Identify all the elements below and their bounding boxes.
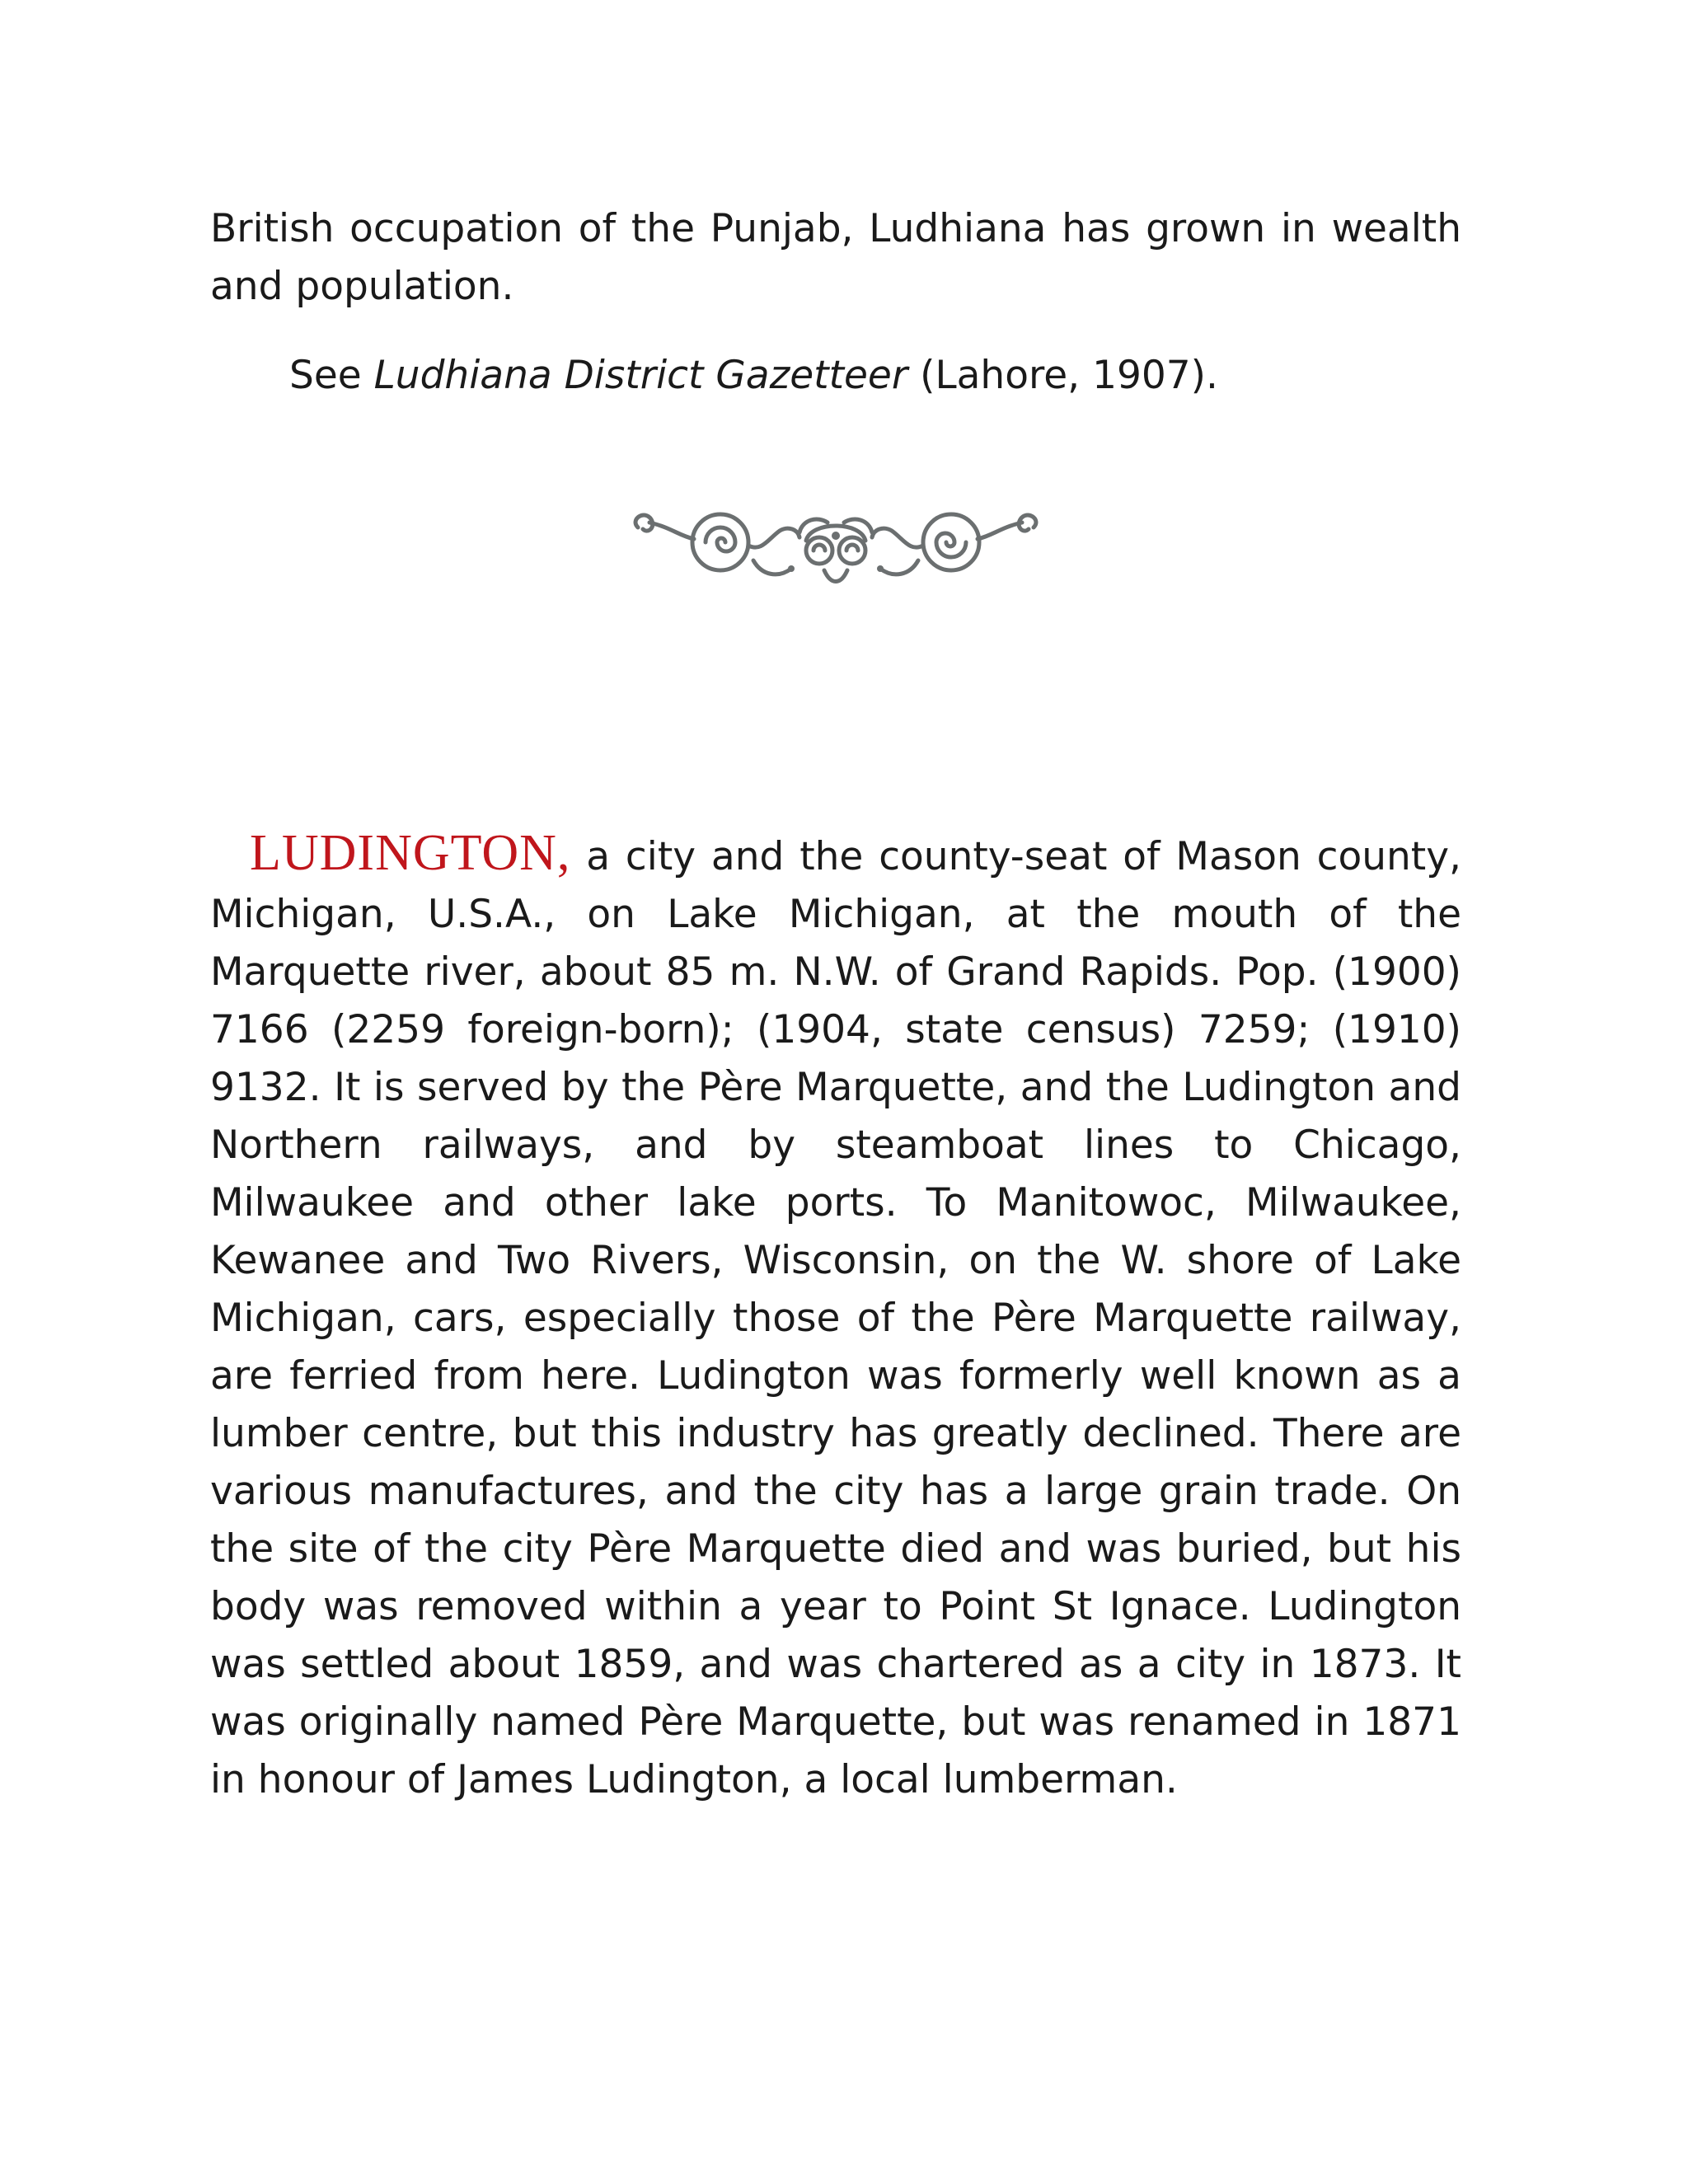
entry-body: a city and the county-seat of Mason county, Michigan, U.S.A., on Lake Michigan, at the mouth of the Marquette river, about 85 m. N.W. of Grand Rapids. Pop. (1900) 7166 (2259 foreign-born); (1904, state census) 7259; (1910) 9132. It is served by the Père Marquette, and the Ludington and Northern railways, and by steamboat lines to Chicago, Milwaukee and other lake ports. To Manitowoc, Milwaukee, Kewanee and Two Rivers, Wisconsin, on the W. shore of Lake Michigan, cars, especially those of the Père Marquette railway, are ferried from here. Ludington was formerly well known as a lumber centre, but this industry has greatly declined. There are various manufactures, and the city has a large grain trade. On the site of the city Père Marquette died and was buried, but his body was removed within a year to Point St Ignace. Ludington was settled about 1859, and was chartered as a city in 1873. It was originally named Père Marquette, but was renamed in 1871 in honour of James Ludington, a local lumberman. bbox=[210, 834, 1461, 1802]
see-reference-title: Ludhiana District Gazetteer bbox=[373, 353, 908, 398]
entry-headword: LUDINGTON, bbox=[250, 825, 571, 881]
previous-entry-tail: British occupation of the Punjab, Ludhiana has grown in wealth and population. bbox=[210, 206, 1461, 309]
entry-ludington bbox=[210, 824, 1461, 1809]
scrollwork-divider-icon bbox=[630, 503, 1042, 593]
see-also-reference bbox=[289, 347, 1461, 405]
see-suffix: (Lahore, 1907). bbox=[907, 353, 1218, 398]
see-prefix: See bbox=[289, 353, 374, 398]
